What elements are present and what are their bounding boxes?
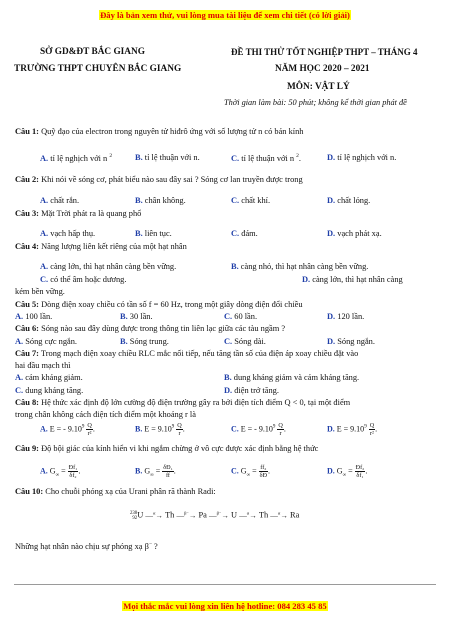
q7-option-c[interactable]: C. dung kháng tăng. [15,386,84,395]
q3-option-c[interactable]: C. đám. [231,229,258,238]
q6-option-c[interactable]: C. Sóng dài. [224,337,266,346]
q7-option-b[interactable]: B. dung kháng giảm và cảm kháng tăng. [224,373,360,382]
question-4: Câu 4: Năng lượng liên kết riêng của một hạt nhân [15,242,187,251]
question-8-continued: trong chân không cách điện tích điểm một khoảng r là [15,410,196,419]
q5-option-a[interactable]: A. 100 lần. [15,312,53,321]
q6-option-d[interactable]: D. Sóng ngắn. [327,337,375,346]
q3-option-d[interactable]: D. vạch phát xạ. [327,229,382,238]
q8-option-b[interactable]: B. $E = 9.10^9$ $\frac{Q}{r}$ . [135,422,185,437]
q8-option-d[interactable]: D. $E = 9.10^9$ $\frac{Q}{\text{r²}}$ . [327,422,378,437]
q3-option-a[interactable]: A. vạch hấp thụ. [40,229,96,238]
q7-option-d[interactable]: D. điện trở tăng. [224,386,279,395]
q4-option-d-continued: kém bền vững. [15,287,65,296]
chain-radium: Ra [290,510,300,520]
q4-option-c[interactable]: C. có thể âm hoặc dương. [40,275,127,284]
question-7-continued: hai đầu mạch thì [15,361,71,370]
question-6: Câu 6: Sóng nào sau đây dùng được trong thông tin liên lạc giữa các tàu ngầm ? [15,324,286,333]
q4-option-d[interactable]: D. càng lớn, thì hạt nhân càng [302,275,403,284]
bottom-banner [0,601,450,611]
school-department: SỞ GD&ĐT BẮC GIANG [40,47,145,57]
q5-option-d[interactable]: D. 120 lần. [327,312,365,321]
question-1-label: Câu 1: [15,127,39,136]
subject: MÔN: VẬT LÝ [287,82,350,92]
q8-option-a[interactable]: A. E = - 9.10$^9$ $\frac{Q}{\text{r²}}$ . [40,422,95,437]
question-5: Câu 5: Dòng điện xoay chiều có tần số f = 60 Hz, trong một giây dòng điện đổi chiều [15,300,303,309]
alpha-arrow-2: —$^\alpha$→ [239,510,257,520]
school-name: TRƯỜNG THPT CHUYÊN BẮC GIANG [14,64,182,74]
beta-arrow-1: —$^{\beta^-}$→ [176,510,197,520]
q9-option-d[interactable]: D. $G_\infty$ = $\frac{\text{Đf₂}}{\text{δf₁}}$ . [327,464,368,479]
q2-option-c[interactable]: C. chất khí. [231,196,271,205]
q5-option-c[interactable]: C. 60 lần. [224,312,258,321]
top-banner-text: Đây là bản xem thử, vui lòng mua tài liệu để xem chi tiết (có lời giải) [100,10,350,20]
q1-option-d[interactable]: D. tỉ lệ nghịch với n. [327,153,397,162]
q7-option-a[interactable]: A. cảm kháng giảm. [15,373,83,382]
question-10-followup: Những hạt nhân nào chịu sự phóng xạ β− ? [15,541,158,551]
alpha-arrow-1: —$^\alpha$→ [145,510,163,520]
chain-protactinium: Pa [198,510,207,520]
question-2: Câu 2: Khi nói về sóng cơ, phát biểu nào sau đây sai ? Sóng cơ lan truyền được trong [15,175,303,184]
exam-title: ĐỀ THI THỬ TỐT NGHIỆP THPT – THÁNG 4 [231,47,418,57]
q2-option-b[interactable]: B. chân không. [135,196,186,205]
top-banner [0,10,450,20]
chain-thorium-2: Th [258,510,269,520]
q1-option-c[interactable]: C. tỉ lệ thuận với n $^2$. [231,153,301,163]
decay-chain [130,510,299,521]
q9-option-b[interactable]: B. $G_\infty$ = $\frac{\text{δĐ₁}}{ff}$ . [135,464,176,479]
question-1-text: Quỹ đạo của electron trong nguyên tử hiđrô ứng với số lượng tử n có bán kính [41,127,304,136]
q9-option-c[interactable]: C. $G_\infty$ = $\frac{\text{ff₂}}{\delta Đ}$ . [231,464,271,479]
q8-option-c[interactable]: C. E = - 9.10$^9$ $\frac{Q}{r}$ . [231,422,286,437]
question-9: Câu 9: Độ bội giác của kính hiển vi khi ngắm chừng ở vô cực được xác định bằng hệ thức [15,444,319,453]
q3-option-b[interactable]: B. liên tục. [135,229,172,238]
school-year: NĂM HỌC 2020 – 2021 [275,64,370,74]
q1-option-a[interactable]: A. tỉ lệ nghịch với n $^2$ [40,153,113,163]
question-1 [15,127,303,136]
q2-option-a[interactable]: A. chất rắn. [40,196,80,205]
uranium-nuclide-numbers: 238 92 [130,510,138,521]
footer-divider [14,584,436,585]
q6-option-a[interactable]: A. Sóng cực ngắn. [15,337,78,346]
chain-uranium-2: U [231,510,238,520]
question-8: Câu 8: Hệ thức xác định độ lớn cường độ điện trường gây ra bởi điện tích điểm Q < 0, tại một điểm [15,398,351,407]
alpha-arrow-3: —$^\alpha$→ [270,510,288,520]
q1-option-b[interactable]: B. tỉ lệ thuận với n. [135,153,200,162]
beta-arrow-2: —$^{\beta^-}$→ [208,510,229,520]
q5-option-b[interactable]: B. 30 lần. [120,312,153,321]
q2-option-d[interactable]: D. chất lỏng. [327,196,371,205]
question-10: Câu 10: Cho chuỗi phóng xạ của Urani phân rã thành Radi: [15,487,216,496]
q4-option-b[interactable]: B. càng nhỏ, thì hạt nhân càng bền vững. [231,262,369,271]
question-7: Câu 7: Trong mạch điện xoay chiều RLC mắc nối tiếp, nếu tăng tần số của điện áp xoay chiều đặt vào [15,349,359,358]
q4-option-a[interactable]: A. càng lớn, thì hạt nhân càng bền vững. [40,262,177,271]
bottom-banner-text: Mọi thắc mắc vui lòng xin liên hệ hotline: 084 283 45 85 [123,601,327,611]
time-note: Thời gian làm bài: 50 phút; không kể thời gian phát đề [224,98,407,107]
chain-thorium-1: Th [165,510,175,520]
question-3: Câu 3: Mặt Trời phát ra là quang phổ [15,209,142,218]
q9-option-a[interactable]: A. $G_\infty$ = $\frac{\text{Đf₁}}{\text{δf₂}}$ . [40,464,81,479]
q6-option-b[interactable]: B. Sóng trung. [120,337,169,346]
chain-uranium-start: U [137,510,144,520]
